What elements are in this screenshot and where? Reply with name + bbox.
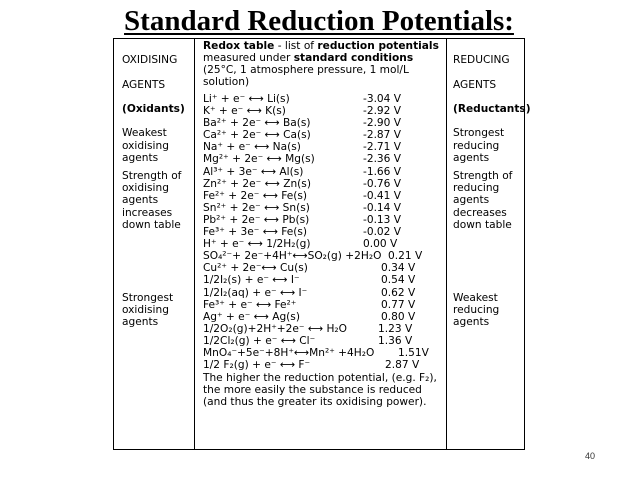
half-reaction: Al³⁺ + 3e⁻ ⟷ Al(s) (203, 165, 304, 178)
reaction-list (203, 93, 448, 371)
half-reaction: Fe³⁺ + e⁻ ⟷ Fe²⁺ (203, 298, 297, 311)
header-bold-2: reduction potentials (317, 40, 439, 52)
page-number: 40 (585, 451, 596, 461)
potential-value: -2.87 V (363, 129, 402, 142)
potential-value: -0.13 V (363, 213, 402, 226)
potential-value: -2.71 V (363, 141, 402, 154)
potential-value: -0.41 V (363, 189, 402, 202)
half-reaction: Ag⁺ + e⁻ ⟷ Ag(s) (203, 310, 300, 323)
half-reaction: Sn²⁺ + 2e⁻ ⟷ Sn(s) (203, 201, 310, 214)
reaction-row (203, 202, 448, 214)
reducing-agents-label: AGENTS (453, 78, 497, 91)
half-reaction: Fe³⁺ + 3e⁻ ⟷ Fe(s) (203, 226, 308, 239)
half-reaction: Cu²⁺ + 2e⁻⟷ Cu(s) (203, 262, 308, 275)
half-reaction: 1/2Cl₂(g) + e⁻ ⟷ Cl⁻ (203, 334, 316, 347)
reaction-row (203, 347, 448, 359)
reaction-row (203, 311, 448, 323)
oxidising-agents-column (122, 0, 194, 329)
reaction-row (203, 129, 448, 141)
potential-value: 1.36 V (378, 334, 413, 347)
header-text-3: (25°C, 1 atmosphere pressure, 1 mol/L solution) (203, 64, 409, 89)
weakest-oxidising-text: Weakest oxidising agents (122, 127, 169, 164)
half-reaction: K⁺ + e⁻ ⟷ K(s) (203, 105, 286, 118)
reaction-row (203, 335, 448, 347)
oxidising-title: OXIDISING (122, 54, 178, 67)
reaction-row (203, 153, 448, 165)
weakest-reducing-text: Weakest reducing agents (453, 292, 500, 329)
reaction-row (203, 93, 448, 105)
potential-value: -1.66 V (363, 165, 402, 178)
half-reaction: Ca²⁺ + 2e⁻ ⟷ Ca(s) (203, 129, 311, 142)
reaction-row (203, 190, 448, 202)
reaction-row (203, 141, 448, 153)
reaction-row (203, 166, 448, 178)
potential-value: 0.54 V (381, 274, 416, 287)
potential-value: 0.21 V (388, 250, 423, 263)
header-text-1: - list of (274, 40, 318, 52)
half-reaction: 1/2I₂(aq) + e⁻ ⟷ I⁻ (203, 286, 308, 299)
reaction-row (203, 274, 448, 286)
half-reaction: MnO₄⁻+5e⁻+8H⁺⟷Mn²⁺ +4H₂O (203, 346, 375, 359)
reaction-row (203, 238, 448, 250)
potential-value: -0.76 V (363, 177, 402, 190)
potential-value: -3.04 V (363, 93, 402, 105)
potential-value: 0.34 V (381, 262, 416, 275)
reaction-row (203, 178, 448, 190)
potential-value: -0.14 V (363, 201, 402, 214)
reaction-row (203, 359, 448, 371)
potential-value: 1.23 V (378, 322, 413, 335)
half-reaction: Na⁺ + e⁻ ⟷ Na(s) (203, 141, 301, 154)
potential-value: 0.00 V (363, 238, 398, 251)
oxidising-agents-label: AGENTS (122, 78, 166, 91)
half-reaction: 1/2O₂(g)+2H⁺+2e⁻ ⟷ H₂O (203, 322, 347, 335)
potential-value: -2.92 V (363, 105, 402, 118)
potential-value: 2.87 V (385, 359, 420, 372)
reducing-agents-column (453, 0, 531, 329)
potential-value: -2.36 V (363, 153, 402, 166)
reductants-label: (Reductants) (453, 103, 531, 116)
left-divider (194, 38, 195, 450)
reaction-row (203, 105, 448, 117)
potential-value: -2.90 V (363, 117, 402, 130)
half-reaction: 1/2 F₂(g) + e⁻ ⟷ F⁻ (203, 359, 311, 372)
reaction-row (203, 214, 448, 226)
potential-value: 1.51V (398, 346, 429, 359)
reaction-row (203, 299, 448, 311)
redox-table-header (203, 40, 448, 88)
header-bold-1: Redox table (203, 40, 275, 52)
half-reaction: SO₄²⁻+ 2e⁻+4H⁺⟷SO₂(g) +2H₂O (203, 250, 382, 263)
strongest-oxidising-text: Strongest oxidising agents (122, 292, 174, 329)
half-reaction: 1/2I₂(s) + e⁻ ⟷ I⁻ (203, 274, 300, 287)
reaction-row (203, 262, 448, 274)
half-reaction: Ba²⁺ + 2e⁻ ⟷ Ba(s) (203, 117, 311, 130)
reaction-row (203, 323, 448, 335)
half-reaction: Mg²⁺ + 2e⁻ ⟷ Mg(s) (203, 153, 315, 166)
oxidising-strength-text: Strength of oxidising agents increases down table (122, 170, 182, 231)
header-text-2: measured under (203, 52, 294, 65)
half-reaction: Fe²⁺ + 2e⁻ ⟷ Fe(s) (203, 189, 308, 202)
potential-value: 0.62 V (381, 286, 416, 299)
reaction-row (203, 250, 448, 262)
reaction-row (203, 117, 448, 129)
strongest-reducing-text: Strongest reducing agents (453, 127, 505, 164)
half-reaction: H⁺ + e⁻ ⟷ 1/2H₂(g) (203, 238, 311, 251)
reducing-title: REDUCING (453, 54, 510, 67)
half-reaction: Li⁺ + e⁻ ⟷ Li(s) (203, 93, 290, 105)
footer-note: The higher the reduction potential, (e.g. F₂), the more easily the substance is reduced (and thus the greater its oxidising power). (203, 372, 437, 409)
half-reaction: Zn²⁺ + 2e⁻ ⟷ Zn(s) (203, 177, 311, 190)
potential-value: -0.02 V (363, 226, 402, 239)
reaction-row (203, 287, 448, 299)
potential-value: 0.80 V (381, 310, 416, 323)
oxidants-label: (Oxidants) (122, 103, 185, 116)
header-bold-3: standard conditions (293, 52, 414, 65)
potential-value: 0.77 V (381, 298, 416, 311)
reducing-strength-text: Strength of reducing agents decreases down table (453, 170, 513, 231)
half-reaction: Pb²⁺ + 2e⁻ ⟷ Pb(s) (203, 213, 310, 226)
slide-title: Standard Reduction Potentials: (124, 5, 514, 37)
reaction-row (203, 226, 448, 238)
